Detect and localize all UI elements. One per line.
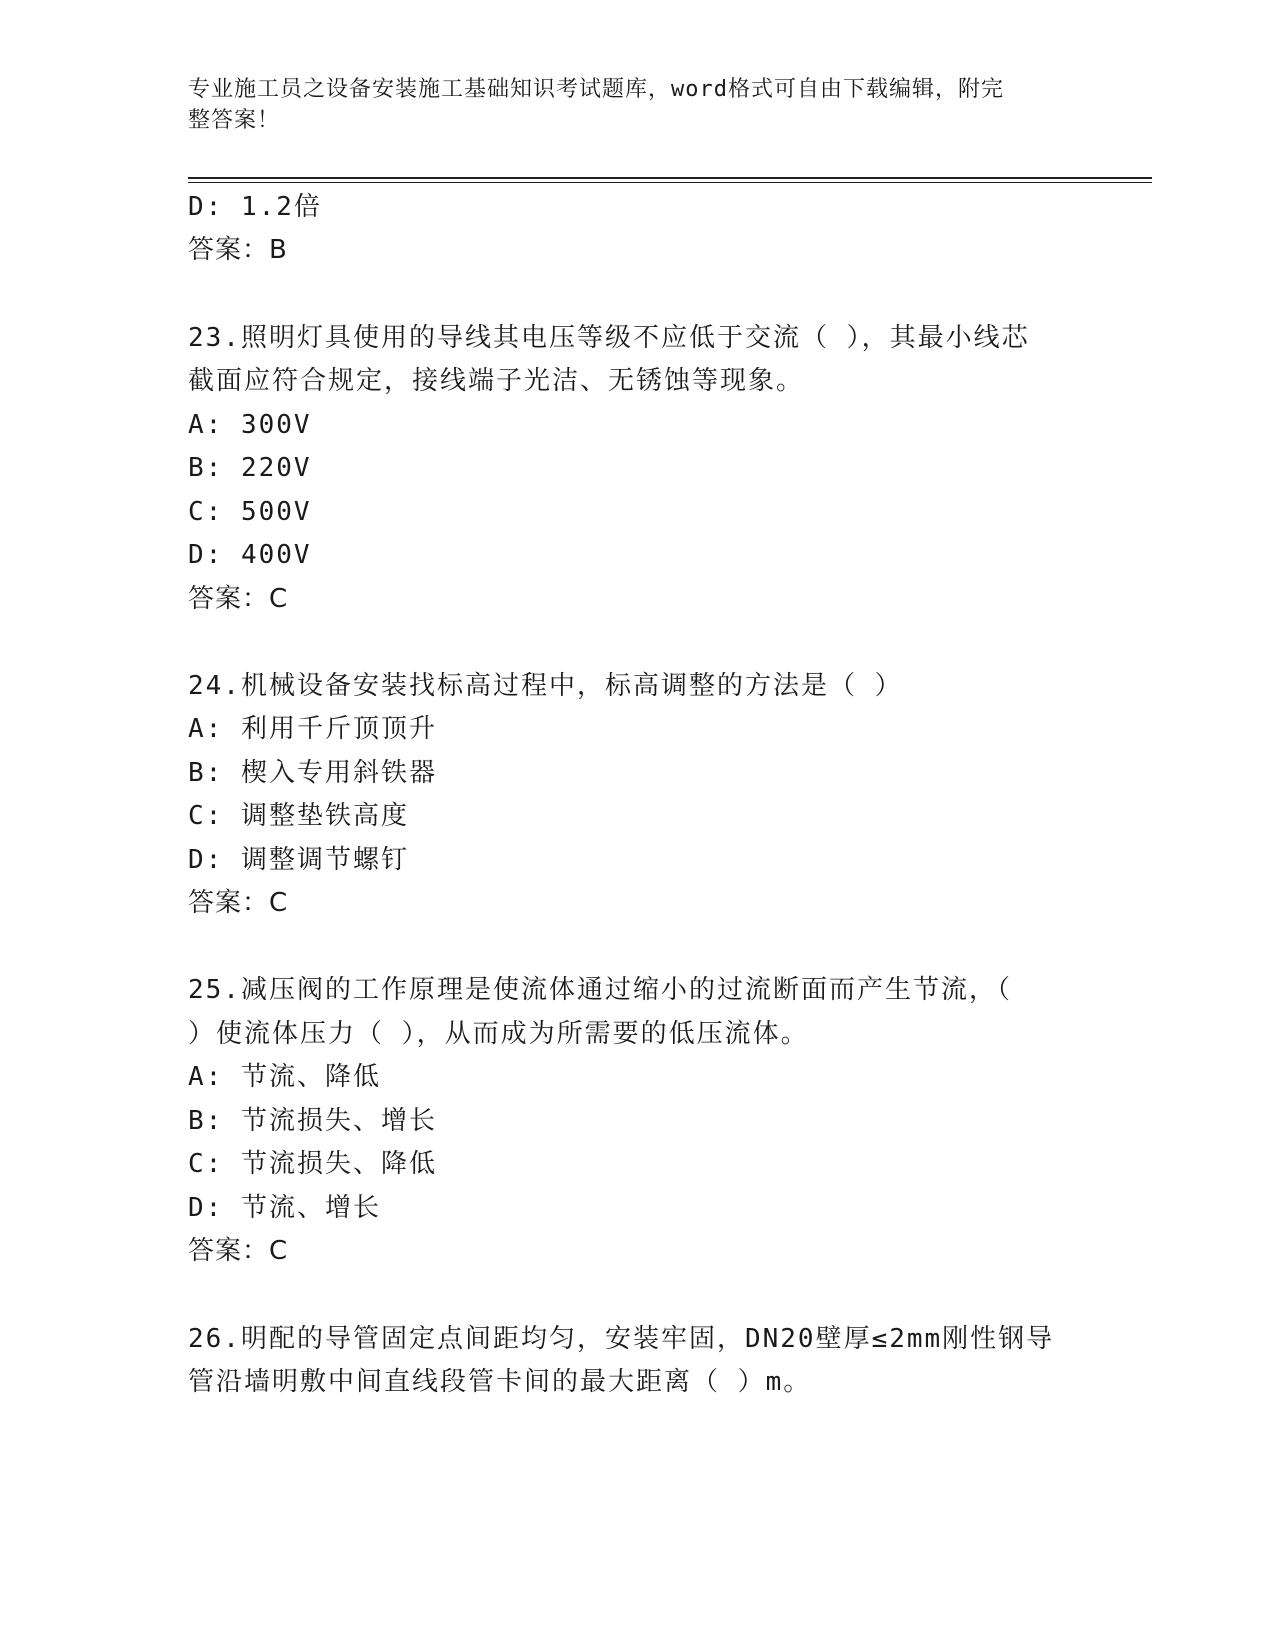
- question-23-option-d: D: 400V: [188, 540, 312, 570]
- question-24-option-d: D: 调整调节螺钉: [188, 845, 409, 875]
- question-25-answer: 答案：C: [188, 1236, 289, 1266]
- question-25-stem-line-1: 25.减压阀的工作原理是使流体通过缩小的过流断面而产生节流，（: [188, 975, 1012, 1005]
- question-23-option-b: B: 220V: [188, 453, 312, 483]
- question-25-stem-line-2: ）使流体压力（ ），从而成为所需要的低压流体。: [188, 1019, 809, 1049]
- question-25-option-c: C: 节流损失、降低: [188, 1149, 437, 1179]
- header-line-2: 整答案！: [188, 108, 281, 133]
- page-header: [188, 74, 1068, 136]
- question-23-option-a: A: 300V: [188, 410, 312, 440]
- question-25-option-b: B: 节流损失、增长: [188, 1106, 437, 1136]
- question-25-option-a: A: 节流、降低: [188, 1062, 381, 1092]
- question-23-option-c: C: 500V: [188, 497, 312, 527]
- question-25-option-d: D: 节流、增长: [188, 1193, 381, 1223]
- question-23-answer: 答案：C: [188, 584, 289, 614]
- question-24-stem-line-1: 24.机械设备安装找标高过程中，标高调整的方法是（ ）: [188, 671, 903, 701]
- question-24-option-b: B: 楔入专用斜铁器: [188, 758, 437, 788]
- prev-answer: 答案：B: [188, 235, 288, 265]
- question-24-answer: 答案：C: [188, 888, 289, 918]
- prev-option-d: D: 1.2倍: [188, 192, 322, 222]
- question-26-stem-line-1: 26.明配的导管固定点间距均匀，安装牢固，DN20壁厚≤2mm刚性钢导: [188, 1324, 1055, 1354]
- question-23-stem-line-2: 截面应符合规定，接线端子光洁、无锈蚀等现象。: [188, 366, 805, 396]
- header-rule-thick: [188, 177, 1152, 179]
- question-23-stem-line-1: 23.照明灯具使用的导线其电压等级不应低于交流（ ），其最小线芯: [188, 323, 1030, 353]
- header-rule-thin: [188, 182, 1152, 183]
- question-24-option-a: A: 利用千斤顶顶升: [188, 714, 437, 744]
- question-24-option-c: C: 调整垫铁高度: [188, 801, 409, 831]
- question-26-stem-line-2: 管沿墙明敷中间直线段管卡间的最大距离（ ）m。: [188, 1367, 812, 1397]
- header-line-1: 专业施工员之设备安装施工基础知识考试题库，word格式可自由下载编辑，附完: [188, 77, 1004, 102]
